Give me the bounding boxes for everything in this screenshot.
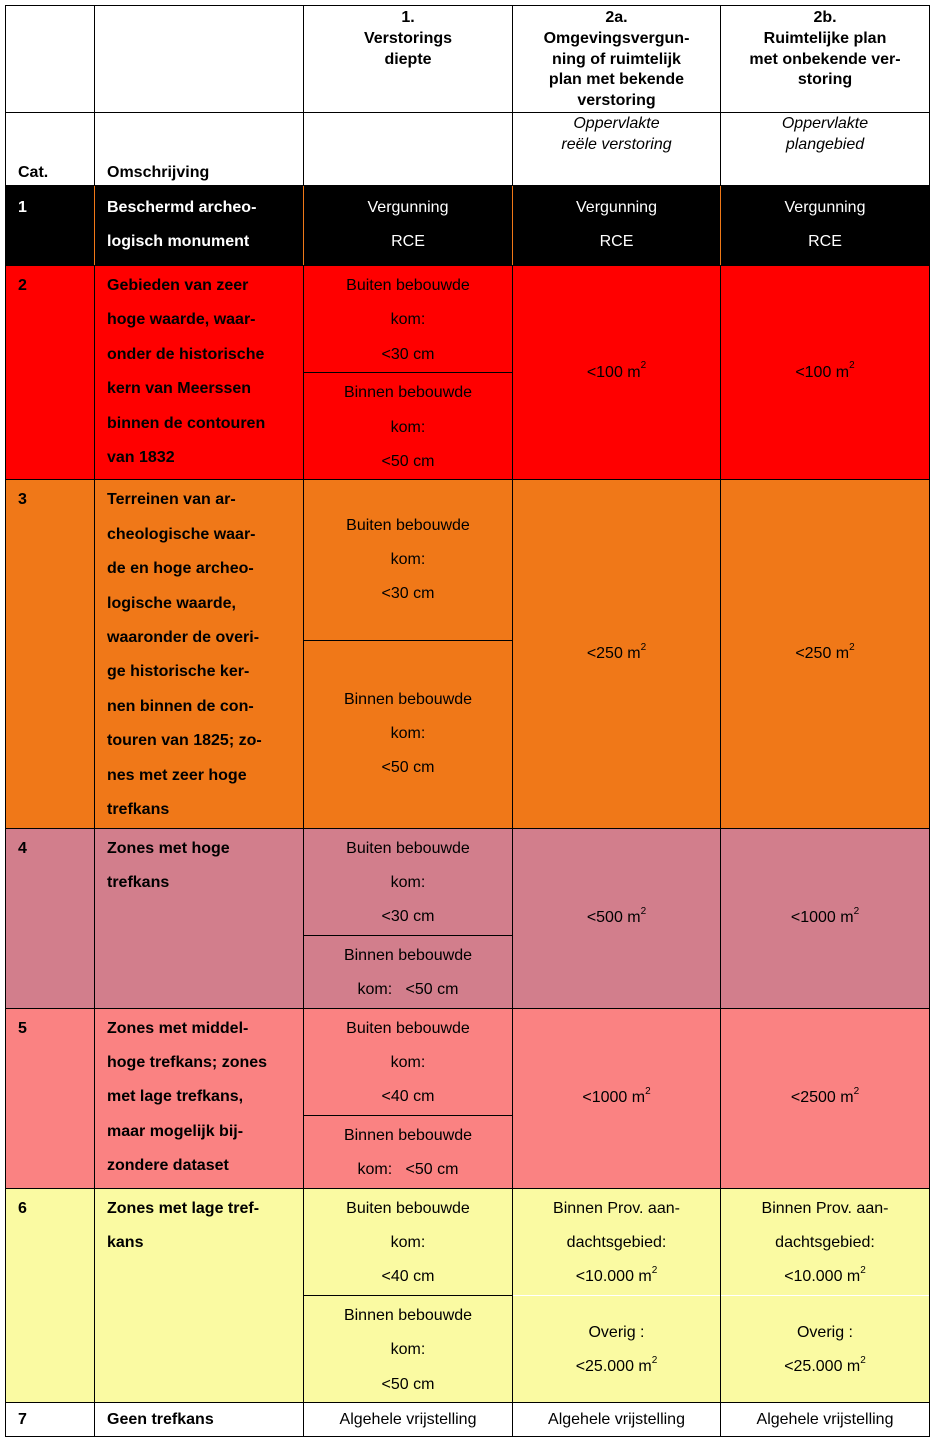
- cell-line: Buiten bebouwde: [346, 1199, 470, 1217]
- superscript: 2: [853, 905, 860, 917]
- cell-value: <1000 m: [790, 909, 854, 927]
- cell-line: kom: <50 cm: [357, 981, 459, 999]
- cell-col1: Algehele vrijstelling: [304, 1403, 513, 1437]
- header-empty-cat: [6, 6, 95, 113]
- header-col1-line1: Verstorings: [363, 29, 453, 47]
- subheader-col2b-line1: Oppervlakte: [781, 115, 869, 132]
- desc-line: Gebieden van zeer: [107, 277, 249, 294]
- cell-col2a-other: [513, 1295, 721, 1402]
- cell-line: <50 cm: [381, 759, 435, 777]
- cell-line: kom:: [390, 1053, 426, 1071]
- cell-col2b-other: [721, 1295, 930, 1402]
- cell-outside-built-area: [304, 828, 513, 935]
- header-col1-num: 1.: [401, 9, 415, 26]
- cell-line: Buiten bebouwde: [346, 839, 470, 857]
- cell-outside-built-area: [304, 480, 513, 640]
- cell-col2a: [513, 186, 721, 266]
- cell-line: <30 cm: [381, 345, 435, 363]
- header-row: [6, 6, 930, 113]
- cell-line: Vergunning: [784, 199, 866, 216]
- cat-number: 2: [6, 266, 95, 480]
- subheader-col2b: [721, 113, 930, 186]
- cell-col2a: [513, 828, 721, 1008]
- cell-col2b: Algehele vrijstelling: [721, 1403, 930, 1437]
- desc-line: zondere dataset: [107, 1157, 229, 1175]
- desc-line: ge historische ker-: [107, 663, 250, 681]
- cell-line: Binnen bebouwde: [343, 384, 473, 402]
- cell-line: kom:: [390, 550, 426, 568]
- cell-outside-built-area: [304, 1008, 513, 1115]
- cell-line: kom: <50 cm: [357, 1161, 459, 1179]
- desc-line: kern van Meerssen: [107, 380, 252, 398]
- category-description: [95, 1008, 304, 1188]
- header-omschrijving: Omschrijving: [95, 113, 304, 186]
- desc-line: de en hoge archeo-: [107, 560, 254, 578]
- desc-line: hoge trefkans; zones: [107, 1053, 268, 1071]
- superscript: 2: [640, 641, 647, 653]
- subheader-col1-empty: [304, 113, 513, 186]
- cell-outside-built-area: [304, 1188, 513, 1295]
- cell-line: <10.000 m: [784, 1268, 861, 1286]
- header-col1-line2: diepte: [384, 50, 432, 68]
- cell-col2a: [513, 480, 721, 828]
- cell-value: <250 m: [586, 644, 641, 662]
- cell-line: Overig :: [796, 1323, 853, 1341]
- superscript: 2: [849, 641, 855, 653]
- cell-col2b: [721, 1008, 930, 1188]
- cat-number: 6: [6, 1188, 95, 1402]
- cell-line: kom:: [390, 1341, 426, 1359]
- desc-line: trefkans: [107, 801, 170, 819]
- cell-outside-built-area: [304, 266, 513, 373]
- cell-line: kom:: [390, 724, 426, 742]
- header-col2b-line3: storing: [797, 71, 853, 89]
- desc-line: met lage trefkans,: [107, 1088, 244, 1106]
- desc-line: waaronder de overi-: [107, 629, 260, 647]
- desc-line: Zones met middel-: [107, 1019, 249, 1037]
- header-col2a-line4: verstoring: [577, 92, 656, 110]
- cell-line: <30 cm: [381, 908, 435, 926]
- cell-line: <40 cm: [381, 1268, 435, 1286]
- superscript: 2: [860, 1354, 866, 1366]
- cell-line: kom:: [390, 873, 426, 891]
- cat-number: 1: [6, 186, 95, 266]
- cell-line: dachtsgebied:: [566, 1233, 667, 1251]
- cell-col2b: [721, 266, 930, 480]
- desc-line: Beschermd archeo-: [107, 199, 257, 216]
- header-col-verstoringsdiepte: [304, 6, 513, 113]
- cell-line: kom:: [390, 311, 426, 329]
- cell-line: Binnen Prov. aan-: [553, 1199, 680, 1217]
- cell-line: RCE: [391, 233, 425, 251]
- cell-line: <40 cm: [381, 1088, 435, 1106]
- cell-col2b: [721, 828, 930, 1008]
- superscript: 2: [645, 1085, 651, 1097]
- desc-line: hoge waarde, waar-: [107, 311, 256, 329]
- superscript: 2: [651, 1354, 658, 1366]
- cell-col2a: Algehele vrijstelling: [513, 1403, 721, 1437]
- cell-inside-built-area: [304, 1115, 513, 1188]
- cell-value: <250 m: [795, 644, 850, 662]
- table-row-cat-1: [6, 186, 930, 266]
- header-col-omgevingsvergunning: [513, 6, 721, 113]
- desc-line: van 1832: [107, 449, 175, 467]
- header-col2a-line1: Omgevingsvergun-: [543, 29, 690, 47]
- superscript: 2: [860, 1265, 866, 1277]
- category-description: [95, 828, 304, 1008]
- cell-col2a: [513, 266, 721, 480]
- subheader-col2a-line2: reële verstoring: [561, 135, 672, 153]
- superscript: 2: [640, 905, 647, 917]
- desc-line: binnen de contouren: [107, 414, 266, 432]
- desc-line: nen binnen de con-: [107, 697, 254, 715]
- subheader-row: [6, 113, 930, 186]
- cell-line: Binnen bebouwde: [343, 1306, 473, 1324]
- superscript: 2: [849, 360, 855, 372]
- cell-col2b: [721, 186, 930, 266]
- table-row-cat-4: [6, 828, 930, 935]
- category-description: Geen trefkans: [95, 1403, 304, 1437]
- cat-number: 5: [6, 1008, 95, 1188]
- cell-line: kom:: [390, 418, 426, 436]
- cell-line: Binnen Prov. aan-: [761, 1199, 889, 1217]
- archaeology-policy-table: [5, 5, 930, 1437]
- cell-line: Overig :: [588, 1323, 645, 1341]
- header-col2b-num: 2b.: [813, 9, 837, 26]
- cell-line: Vergunning: [367, 199, 449, 216]
- table-row-cat-2: [6, 266, 930, 373]
- cell-value: <100 m: [795, 363, 850, 381]
- desc-line: Terreinen van ar-: [107, 491, 236, 509]
- category-description: [95, 266, 304, 480]
- table-row-cat-3: [6, 480, 930, 640]
- cell-line: <25.000 m: [784, 1358, 861, 1376]
- cell-line: kom:: [390, 1233, 426, 1251]
- cell-line: Binnen bebouwde: [343, 946, 473, 964]
- superscript: 2: [651, 1265, 658, 1277]
- cell-line: Buiten bebouwde: [346, 1019, 470, 1037]
- desc-line: trefkans: [107, 873, 170, 891]
- category-description: [95, 186, 304, 266]
- cell-line: RCE: [808, 233, 842, 251]
- cell-inside-built-area: [304, 935, 513, 1008]
- desc-line: cheologische waar-: [107, 525, 256, 543]
- category-description: [95, 480, 304, 828]
- subheader-col2b-line2: plangebied: [785, 135, 865, 153]
- cat-number: 7: [6, 1403, 95, 1437]
- table-row-cat-5: [6, 1008, 930, 1115]
- header-col2b-line1: Ruimtelijke plan: [763, 29, 887, 47]
- desc-line: kans: [107, 1233, 144, 1251]
- cell-line: <25.000 m: [575, 1358, 652, 1376]
- table-row-cat-6: [6, 1188, 930, 1295]
- desc-line: onder de historische: [107, 345, 265, 363]
- cell-col2a: [513, 1008, 721, 1188]
- cell-line: Vergunning: [576, 199, 657, 216]
- desc-line: logische waarde,: [107, 594, 236, 612]
- desc-line: touren van 1825; zo-: [107, 732, 262, 750]
- cell-line: <50 cm: [381, 1375, 435, 1393]
- cell-col2a-province: [513, 1188, 721, 1295]
- cell-col1: [304, 186, 513, 266]
- header-col2a-line2: ning of ruimtelijk: [552, 50, 681, 68]
- header-col-ruimtelijk-plan: [721, 6, 930, 113]
- header-col2a-line3: plan met bekende: [548, 71, 685, 89]
- header-col2b-line2: met onbekende ver-: [749, 50, 901, 68]
- cell-line: Buiten bebouwde: [346, 277, 470, 294]
- cell-value: <100 m: [586, 363, 641, 381]
- cell-inside-built-area: [304, 373, 513, 480]
- superscript: 2: [640, 360, 647, 372]
- cell-line: Binnen bebouwde: [343, 1126, 473, 1144]
- cell-line: RCE: [599, 233, 634, 251]
- category-description: [95, 1188, 304, 1402]
- superscript: 2: [853, 1085, 860, 1097]
- cell-inside-built-area: [304, 640, 513, 828]
- cat-number: 3: [6, 480, 95, 828]
- cell-line: Binnen bebouwde: [343, 690, 473, 708]
- desc-line: Zones met lage tref-: [107, 1199, 260, 1217]
- desc-line: logisch monument: [107, 233, 250, 251]
- header-col2a-num: 2a.: [605, 9, 628, 26]
- subheader-col2a-line1: Oppervlakte: [573, 115, 660, 132]
- cat-number: 4: [6, 828, 95, 1008]
- cell-value: <2500 m: [790, 1089, 854, 1107]
- header-empty-desc: [95, 6, 304, 113]
- cell-col2b-province: [721, 1188, 930, 1295]
- cell-line: <50 cm: [381, 453, 435, 471]
- cell-inside-built-area: [304, 1295, 513, 1402]
- cell-line: Buiten bebouwde: [346, 516, 470, 534]
- desc-line: Zones met hoge: [107, 839, 230, 857]
- subheader-col2a: [513, 113, 721, 186]
- cell-line: <30 cm: [381, 585, 435, 603]
- desc-line: nes met zeer hoge: [107, 766, 247, 784]
- cell-line: <10.000 m: [575, 1268, 652, 1286]
- cell-line: dachtsgebied:: [775, 1233, 875, 1251]
- header-cat: Cat.: [6, 113, 95, 186]
- cell-col2b: [721, 480, 930, 828]
- desc-line: maar mogelijk bij-: [107, 1122, 244, 1140]
- cell-value: <500 m: [586, 909, 641, 927]
- cell-value: <1000 m: [582, 1089, 646, 1107]
